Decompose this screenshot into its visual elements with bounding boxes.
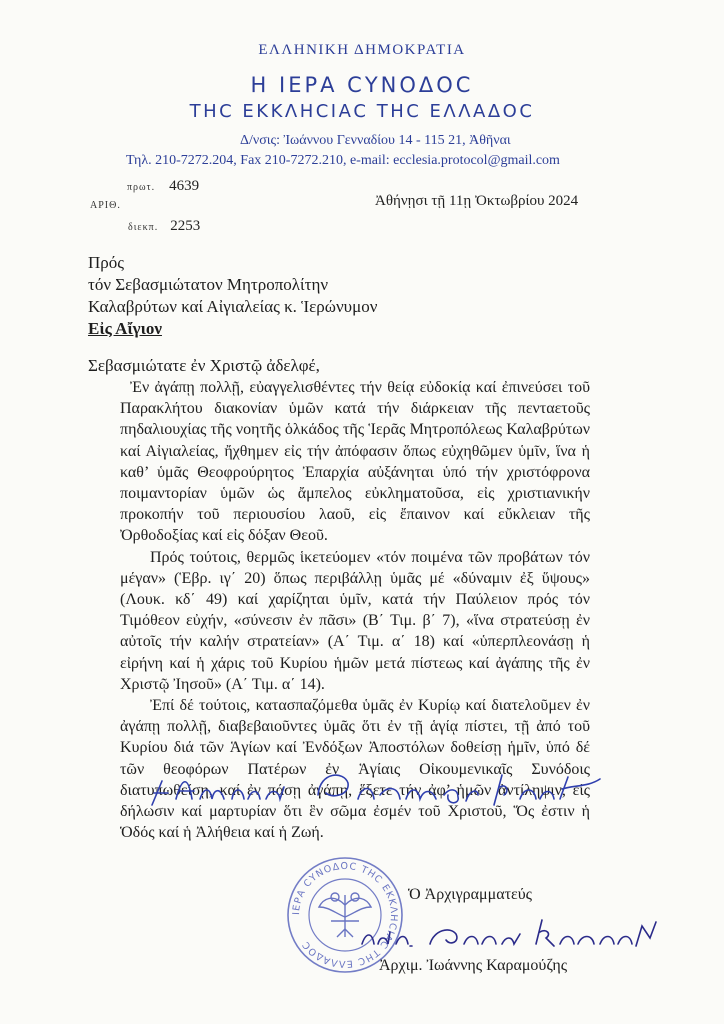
- recipient-line-3: Καλαβρύτων καί Αἰγιαλείας κ. Ἱερώνυμον: [88, 297, 378, 316]
- dispatch-ref: [128, 217, 200, 235]
- dispatch-label: διεκπ.: [128, 222, 159, 233]
- recipient-line-2: τόν Σεβασμιώτατον Μητροπολίτην: [88, 275, 329, 294]
- protocol-label: πρωτ.: [127, 182, 156, 193]
- protocol-number: 4639: [169, 178, 200, 194]
- recipient-destination: Εἰς Αἴγιον: [88, 319, 162, 338]
- recipient-line-1: Πρός: [88, 253, 124, 272]
- secretary-signature: [360, 912, 660, 956]
- seal-text: ΙΕΡΑ CΥΝΟΔΟC ΤΗC ΕΚΚΛΗCΙΑC ΤΗC ΕΛΛΑΔΟC: [290, 860, 400, 970]
- protocol-ref: [127, 177, 199, 195]
- salutation: Σεβασμιώτατε ἐν Χριστῷ ἀδελφέ,: [88, 356, 320, 375]
- letter-date: Ἀθήνῃσι τῇ 11ῃ Ὀκτωβρίου 2024: [375, 193, 579, 209]
- dispatch-number: 2253: [170, 218, 201, 234]
- secretary-name: Ἀρχιμ. Ἰωάννης Καραμούζης: [379, 957, 568, 974]
- body-paragraph-1: Ἐν ἀγάπῃ πολλῇ, εὐαγγελισθέντες τήν θείᾳ εὐδοκίᾳ καί ἐπινεύσει τοῦ Παρακλήτου διακονίαν ὑμῶν κατά τήν διάρκειαν τῆς πενταετοῦς πηδαλιουχίας τῆς νοητῆς ὁλκάδος τῆς Ἱερᾶς Μητροπόλεως Καλαβρύτων καί Αἰγιαλείας, ἤχθημεν εἰς τήν ἀπόφασιν ὅπως εὐχηθῶμεν ὑμῖν, ἵνα ἡ καθ’ ὑμᾶς Θεοφρούρητος Ἐπαρχία αὐξάνηται ὑπό τήν χριστόφρονα ποιμαντορίαν ὑμῶν ὡς ἄμπελος εὐκληματοῦσα, εἰς χριστιανικήν προκοπήν τοῦ περιουσίου λαοῦ, εἰς ἔπαινον καί εὔκλειαν τῆς Ὀρθοδοξίας καί εἰς δόξαν Θεοῦ.: [120, 379, 590, 545]
- secretary-title: Ὁ Ἀρχιγραμματεύς: [408, 886, 532, 903]
- archbishop-signature: [148, 765, 608, 815]
- arith-label: ΑΡΙΘ.: [90, 200, 121, 211]
- body-paragraph-2: Πρός τούτοις, θερμῶς ἱκετεύομεν «τόν ποιμένα τῶν προβάτων τόν μέγαν» (Ἑβρ. ιγ΄ 20) ὅπως περιβάλλῃ ὑμᾶς μέ «δύναμιν ἐξ ὕψους» (Λουκ. κδ΄ 49) καί χαρίζηται ὑμῖν, κατά τήν Παύλειον πρός τόν Τιμόθεον εὐχήν, «σύνεσιν ἐν πᾶσι» (Β΄ Τιμ. β΄ 7), «ἵνα στρατεύσῃ ἐν αὐτοῖς τήν καλήν στρατείαν» (Α΄ Τιμ. α΄ 18) καί «ὑπερπλεονάσῃ ἡ εἰρήνη καί ἡ χάρις τοῦ Κυρίου ἡμῶν μετά πίστεως καί ἀγάπης τῆς ἐν Χριστῷ Ἰησοῦ» (Α΄ Τιμ. α΄ 14).: [120, 548, 590, 693]
- body-paragraph-3: Ἐπί δέ τούτοις, κατασπαζόμεθα ὑμᾶς ἐν Κυρίῳ καί διατελοῦμεν ἐν ἀγάπῃ πολλῇ, διαβεβαιοῦντες ὑμᾶς ὅτι ἐν τῇ ἁγίᾳ πίστει, τῇ ἀπό τοῦ Κυρίου διά τῶν Ἁγίων καί Ἐνδόξων Ἀποστόλων δοθείσῃ ἡμῖν, ὑπό δέ τῶν θεοφόρων Πατέρων ἐν Ἁγίαις Οἰκουμενικαῖς Συνόδοις διατυπωθείσῃ, καί ἐν πάσῃ ἀγάπῃ, ἕξετε τήν ἀφ’ ἡμῶν ἀντίληψιν, εἰς δήλωσιν καί μαρτυρίαν ὅτι ἓν σῶμα ἐσμέν τοῦ Χριστοῦ, Ὅς ἐστιν ἡ Ὁδός καί ἡ Ἀλήθεια καί ἡ Ζωή.: [120, 697, 590, 842]
- letterhead-country: ΕΛΛΗΝΙΚΗ ΔΗΜΟΚΡΑΤΙΑ: [258, 42, 466, 58]
- letterhead-contact: Τηλ. 210-7272.204, Fax 210-7272.210, e-mail: ecclesia.protocol@gmail.com: [126, 153, 560, 168]
- letterhead-institution: Η ΙΕΡΑ CΥΝΟΔΟC: [250, 73, 474, 97]
- letterhead-address: Δ/νσις: Ἰωάννου Γενναδίου 14 - 115 21, Ἀθῆναι: [240, 133, 511, 148]
- letterhead-church: ΤΗC ΕΚΚΛΗCΙΑC ΤΗC ΕΛΛΑΔΟC: [189, 101, 535, 122]
